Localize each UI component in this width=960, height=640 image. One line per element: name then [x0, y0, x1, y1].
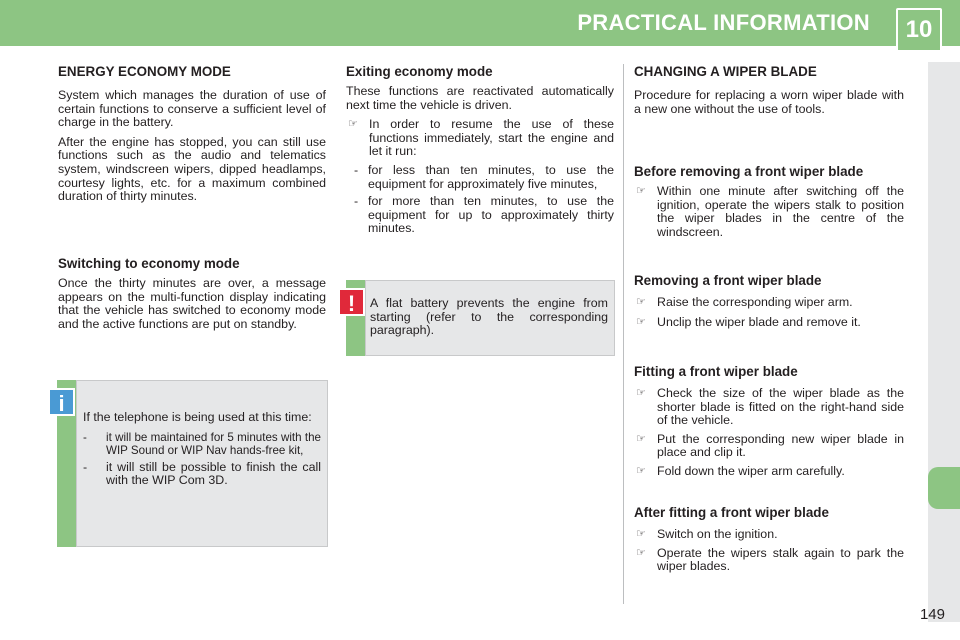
hand-pointer-icon: ☞	[636, 528, 646, 540]
section-title: Exiting economy mode	[346, 64, 493, 79]
removing-section	[634, 273, 904, 334]
chapter-tab	[896, 8, 942, 52]
list-item: - it will still be possible to finish the call with the WIP Com 3D.	[83, 459, 321, 488]
dash-marker: -	[354, 162, 359, 177]
list-item: ☞ Check the size of the wiper blade as the shorter blade is fitted on the right-hand side of the vehicle.	[636, 386, 904, 428]
info-note-content	[83, 411, 321, 492]
subsection-title: After fitting a front wiper blade	[634, 505, 829, 520]
dash-marker: -	[354, 194, 359, 209]
section-title: ENERGY ECONOMY MODE	[58, 64, 231, 79]
list-item: ☞ Put the corresponding new wiper blade in place and clip it.	[636, 431, 904, 460]
subsection-title: Fitting a front wiper blade	[634, 364, 798, 379]
dash-marker: -	[83, 430, 87, 444]
fitting-section	[634, 364, 904, 484]
list-item: ☞ Within one minute after switching off the ignition, operate the wipers stalk to position the wiper blades in the centre of the windscreen.	[636, 184, 904, 239]
list-item: ☞ Fold down the wiper arm carefully.	[636, 463, 845, 478]
section-title: Switching to economy mode	[58, 256, 240, 271]
list-item: - it will be maintained for 5 minutes with the WIP Sound or WIP Nav hands-free kit,	[83, 430, 321, 457]
hand-pointer-icon: ☞	[636, 546, 646, 559]
hand-pointer-icon: ☞	[636, 432, 646, 445]
list-item: ☞ Operate the wipers stalk again to park the wiper blades.	[636, 545, 904, 574]
subsection-title: Removing a front wiper blade	[634, 273, 822, 288]
column-divider	[623, 64, 624, 604]
paragraph: These functions are reactivated automatically next time the vehicle is driven.	[346, 84, 614, 112]
side-strip	[928, 62, 960, 622]
section-title: CHANGING A WIPER BLADE	[634, 64, 817, 79]
hand-pointer-icon: ☞	[636, 185, 646, 197]
subsection-title: Before removing a front wiper blade	[634, 164, 864, 179]
paragraph: Procedure for replacing a worn wiper blade with a new one without the use of tools.	[634, 88, 904, 116]
paragraph: System which manages the duration of use of certain functions to conserve a sufficient level of charge in the battery.	[58, 88, 326, 130]
chapter-number: 10	[905, 16, 933, 43]
hand-pointer-icon: ☞	[636, 387, 646, 399]
warning-note-content	[370, 297, 608, 344]
list-item: ☞ In order to resume the use of these functions immediately, start the engine and let it run:	[348, 117, 614, 159]
list-item: ☞ Switch on the ignition.	[636, 527, 778, 541]
switching-economy-section	[58, 256, 326, 337]
exiting-economy-section	[346, 64, 614, 240]
list-item: - for less than ten minutes, to use the equipment for approximately five minutes,	[354, 162, 614, 191]
warning-note-text: A flat battery prevents the engine from starting (refer to the corresponding paragraph).	[370, 296, 608, 338]
hand-pointer-icon: ☞	[636, 315, 646, 328]
wiper-blade-section	[634, 64, 904, 122]
info-icon: i	[48, 388, 75, 416]
list-item: - for more than ten minutes, to use the equipment for up to approximately thirty minutes.	[354, 194, 614, 236]
info-note-intro: If the telephone is being used at this time:	[83, 410, 312, 424]
paragraph: After the engine has stopped, you can still use functions such as the audio and telematics system, windscreen wipers, dipped headlamps, courtesy lights, etc. for a maximum combined duration of thirty minutes.	[58, 134, 326, 204]
hand-pointer-icon: ☞	[636, 464, 646, 477]
list-item: ☞ Unclip the wiper blade and remove it.	[636, 314, 861, 329]
page-title: PRACTICAL INFORMATION	[577, 10, 870, 35]
before-removing-section	[634, 164, 904, 244]
page-number: 149	[919, 606, 945, 623]
side-chapter-marker	[928, 467, 960, 509]
dash-marker: -	[83, 459, 88, 474]
list-item: ☞ Raise the corresponding wiper arm.	[636, 295, 853, 309]
hand-pointer-icon: ☞	[636, 296, 646, 308]
warning-icon: !	[338, 288, 365, 316]
hand-pointer-icon: ☞	[348, 118, 358, 131]
paragraph: Once the thirty minutes are over, a message appears on the multi-function display indicating that the vehicle has switched to economy mode and the active functions are put on standby.	[58, 276, 326, 331]
after-fitting-section	[634, 505, 904, 579]
energy-economy-section	[58, 64, 326, 210]
